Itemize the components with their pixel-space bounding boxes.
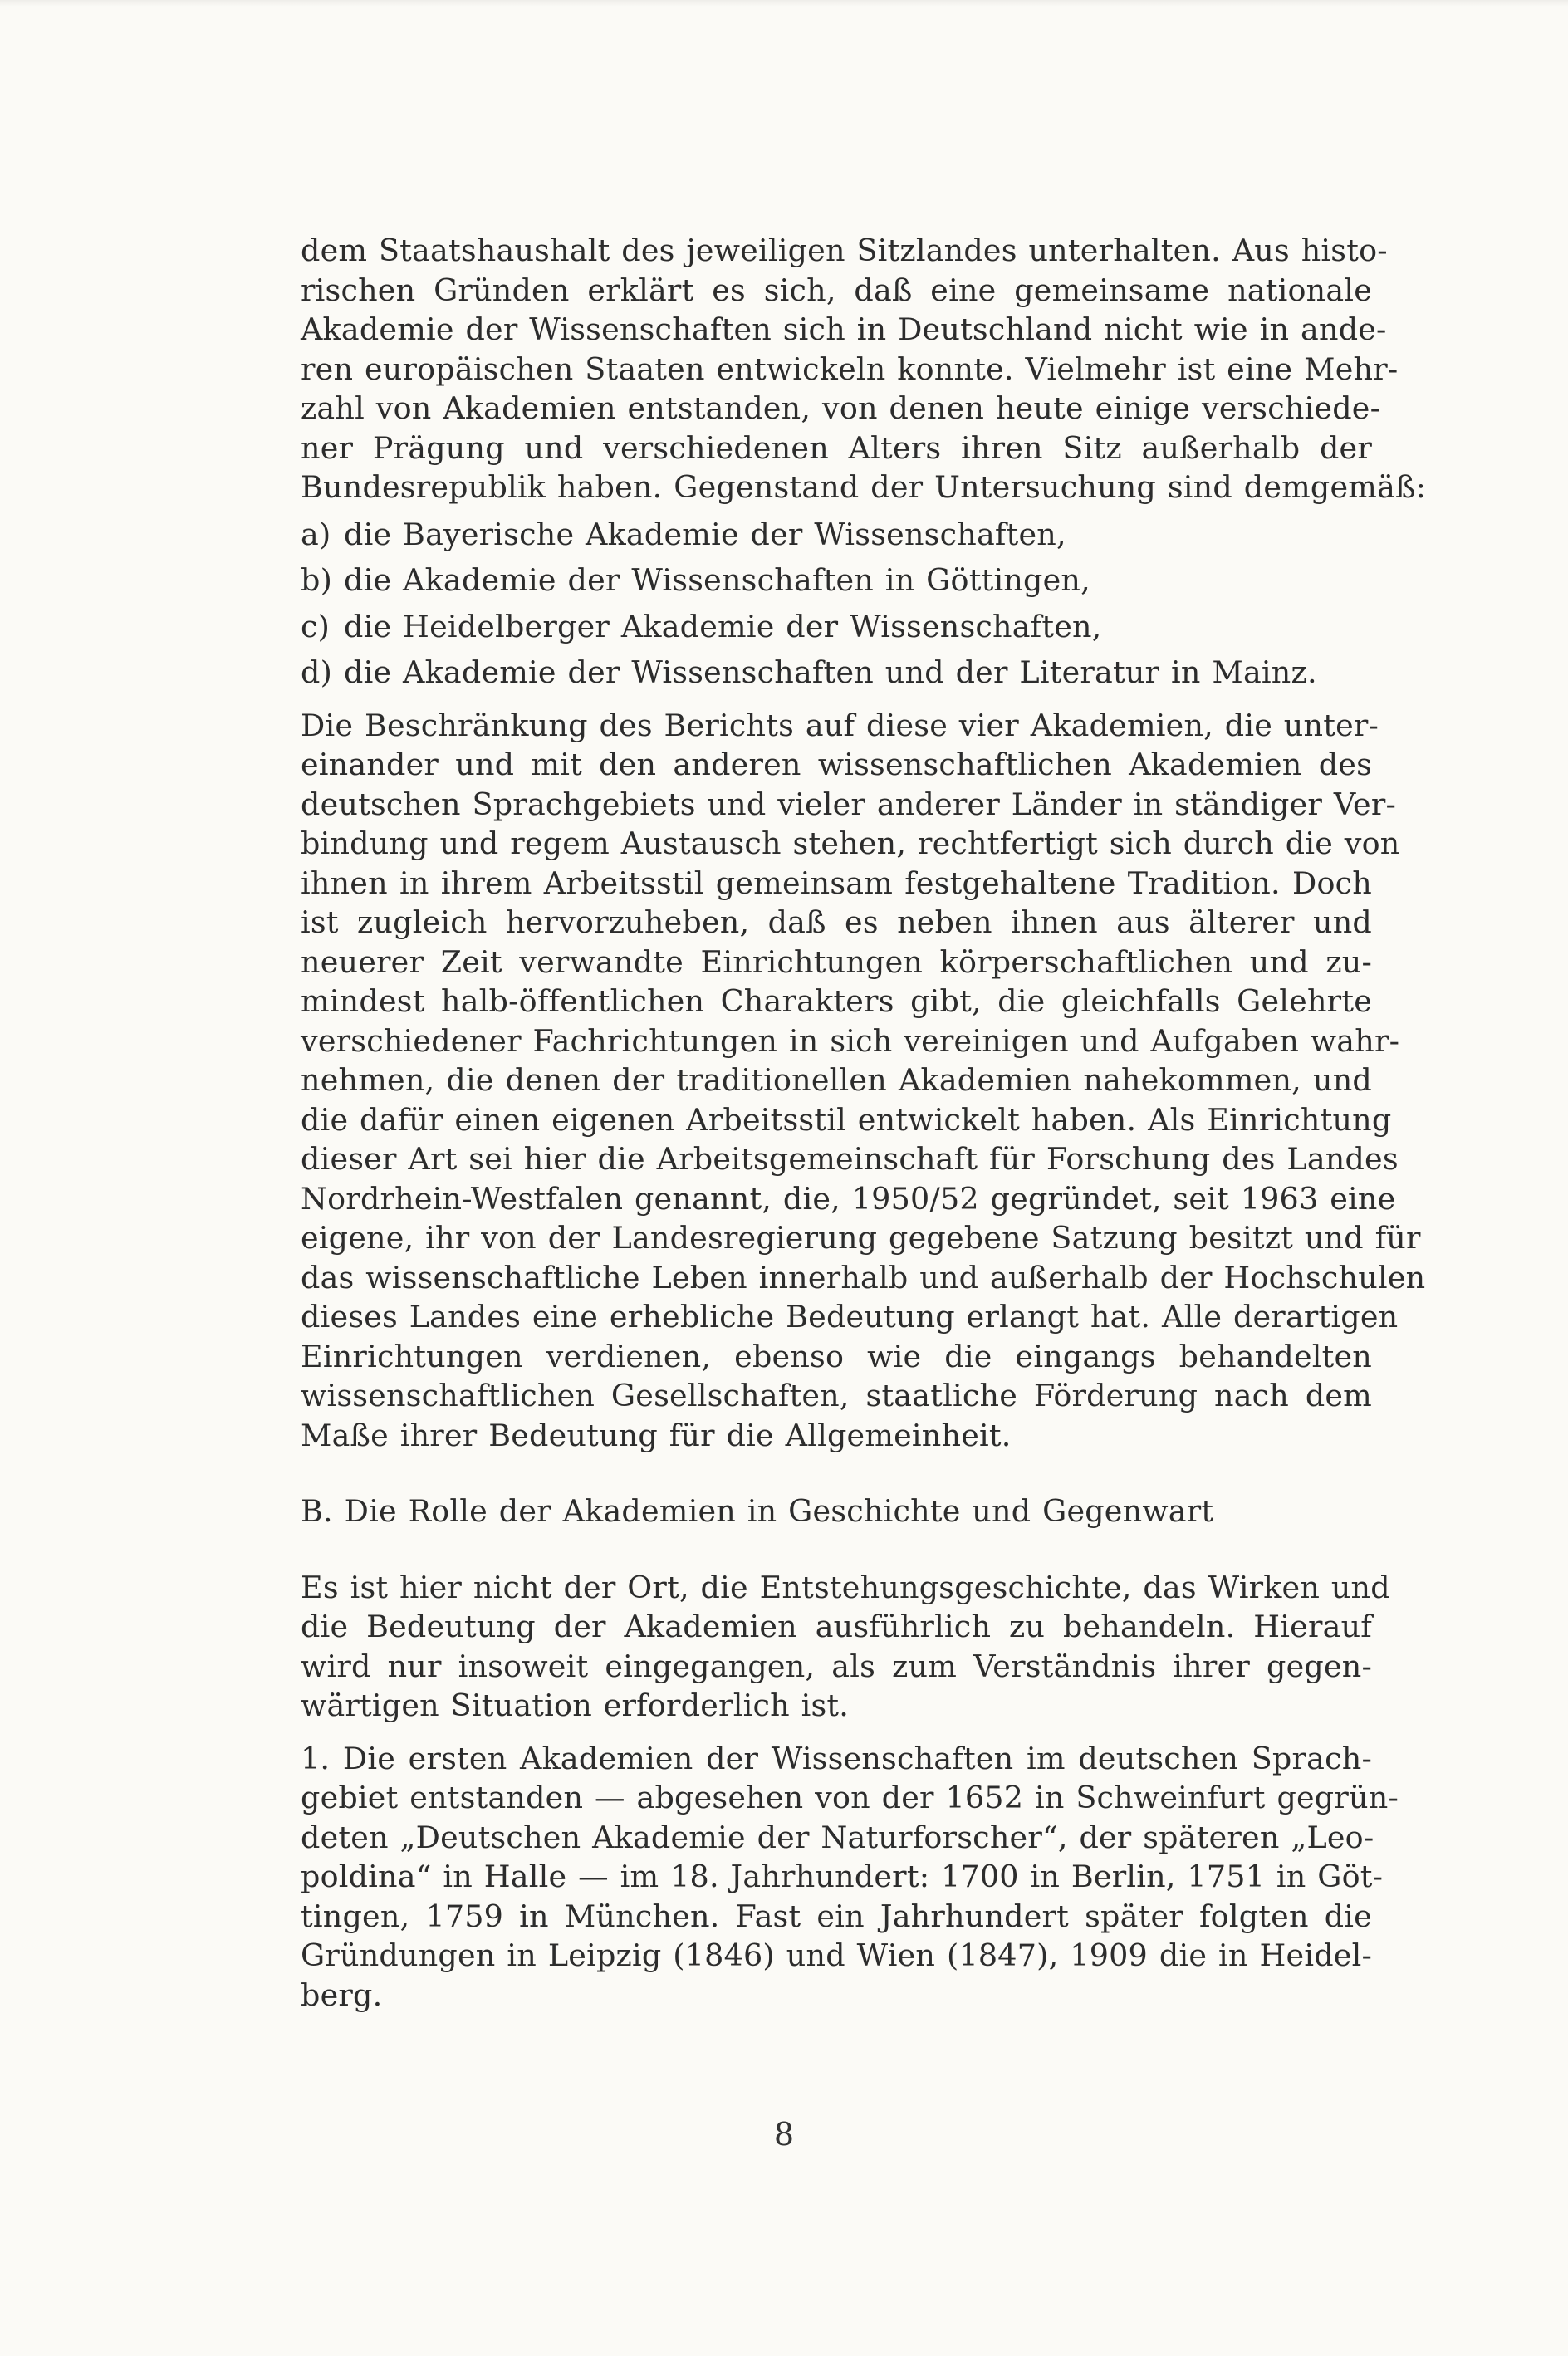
text-line: deutschen Sprachgebiets und vieler anderer Länder in ständiger Ver- (301, 786, 1397, 822)
text-line: dieses Landes eine erhebliche Bedeutung erlangt hat. Alle derartigen (301, 1299, 1399, 1335)
text-line: ihnen in ihrem Arbeitsstil gemeinsam festgehaltene Tradition. Doch (301, 865, 1372, 901)
text-line: Bundesrepublik haben. Gegenstand der Untersuchung sind demgemäß: (301, 469, 1427, 505)
list-item (301, 607, 1372, 647)
list-marker: b) (301, 562, 333, 598)
list-marker: a) (301, 516, 331, 552)
text-line: Die Beschränkung des Berichts auf diese vier Akademien, die unter- (301, 707, 1379, 743)
text-line: wissenschaftlichen Gesellschaften, staatliche Förderung nach dem (301, 1378, 1372, 1413)
list-item (301, 653, 1372, 693)
text-line: wärtigen Situation erforderlich ist. (301, 1687, 850, 1723)
page-number: 8 (773, 2116, 795, 2153)
text-line: Es ist hier nicht der Ort, die Entstehungsgeschichte, das Wirken und (301, 1569, 1390, 1605)
text-line: Akademie der Wissenschaften sich in Deutschland nicht wie in ande- (301, 311, 1387, 347)
text-line: das wissenschaftliche Leben innerhalb und außerhalb der Hochschulen (301, 1259, 1426, 1296)
text-line: ner Prägung und verschiedenen Alters ihren Sitz außerhalb der (301, 429, 1372, 466)
text-line: 1. Die ersten Akademien der Wissenschaften im deutschen Sprach- (301, 1740, 1372, 1776)
text-line: rischen Gründen erklärt es sich, daß eine gemeinsame nationale (301, 272, 1372, 308)
list-marker: d) (301, 654, 333, 690)
text-line: neuerer Zeit verwandte Einrichtungen körperschaftlichen und zu- (301, 943, 1372, 980)
text-line: ren europäischen Staaten entwickeln konnte. Vielmehr ist eine Mehr- (301, 350, 1399, 387)
text-line: eigene, ihr von der Landesregierung gegebene Satzung besitzt und für (301, 1220, 1421, 1256)
text-line: verschiedener Fachrichtungen in sich vereinigen und Aufgaben wahr- (301, 1022, 1400, 1059)
text-line: poldina“ in Halle — im 18. Jahrhundert: 1700 in Berlin, 1751 in Göt- (301, 1859, 1384, 1894)
text-line: zahl von Akademien entstanden, von denen heute einige verschiede- (301, 390, 1381, 426)
paragraph-2 (301, 706, 1426, 1456)
paragraph-4 (301, 1739, 1399, 2016)
text-line: Maße ihrer Bedeutung für die Allgemeinheit. (301, 1417, 1012, 1453)
paragraph-1 (301, 231, 1427, 507)
list-item-text: die Akademie der Wissenschaften und der Literatur in Mainz. (344, 654, 1317, 690)
text-line: deten „Deutschen Akademie der Naturforscher“, der späteren „Leo- (301, 1819, 1374, 1855)
text-line: dem Staatshaushalt des jeweiligen Sitzlandes unterhalten. Aus histo- (301, 233, 1388, 268)
list-item (301, 561, 1372, 600)
text-line: die Bedeutung der Akademien ausführlich zu behandeln. Hierauf (301, 1609, 1372, 1644)
text-line: bindung und regem Austausch stehen, rechtfertigt sich durch die von (301, 825, 1400, 861)
text-line: nehmen, die denen der traditionellen Akademien nahekommen, und (301, 1062, 1372, 1098)
text-line: Nordrhein-Westfalen genannt, die, 1950/52 gegründet, seit 1963 eine (301, 1180, 1396, 1217)
list-marker: c) (301, 608, 331, 644)
body-text (301, 231, 1427, 2015)
academy-list (301, 515, 1372, 693)
list-item-text: die Bayerische Akademie der Wissenschaften, (344, 516, 1066, 552)
list-item (301, 515, 1372, 555)
text-line: ist zugleich hervorzuheben, daß es neben ihnen aus älterer und (301, 904, 1372, 940)
text-line: mindest halb-öffentlichen Charakters gibt, die gleichfalls Gelehrte (301, 983, 1372, 1019)
text-line: berg. (301, 1976, 383, 2013)
list-item-text: die Akademie der Wissenschaften in Göttingen, (344, 562, 1090, 598)
text-line: Einrichtungen verdienen, ebenso wie die eingangs behandelten (301, 1338, 1372, 1374)
text-line: Gründungen in Leipzig (1846) und Wien (1847), 1909 die in Heidel- (301, 1937, 1372, 1973)
text-line: die dafür einen eigenen Arbeitsstil entwickelt haben. Als Einrichtung (301, 1101, 1392, 1138)
section-heading: B. Die Rolle der Akademien in Geschichte und Gegenwart (301, 1493, 1214, 1529)
paragraph-3 (301, 1568, 1390, 1726)
text-line: tingen, 1759 in München. Fast ein Jahrhundert später folgten die (301, 1898, 1372, 1934)
list-item-text: die Heidelberger Akademie der Wissenschaften, (344, 608, 1102, 644)
text-line: wird nur insoweit eingegangen, als zum Verständnis ihrer gegen- (301, 1648, 1372, 1684)
text-line: dieser Art sei hier die Arbeitsgemeinschaft für Forschung des Landes (301, 1141, 1399, 1177)
text-line: gebiet entstanden — abgesehen von der 1652 in Schweinfurt gegrün- (301, 1780, 1399, 1815)
text-line: einander und mit den anderen wissenschaftlichen Akademien des (301, 747, 1372, 782)
scan-edge-shadow (0, 0, 1568, 7)
